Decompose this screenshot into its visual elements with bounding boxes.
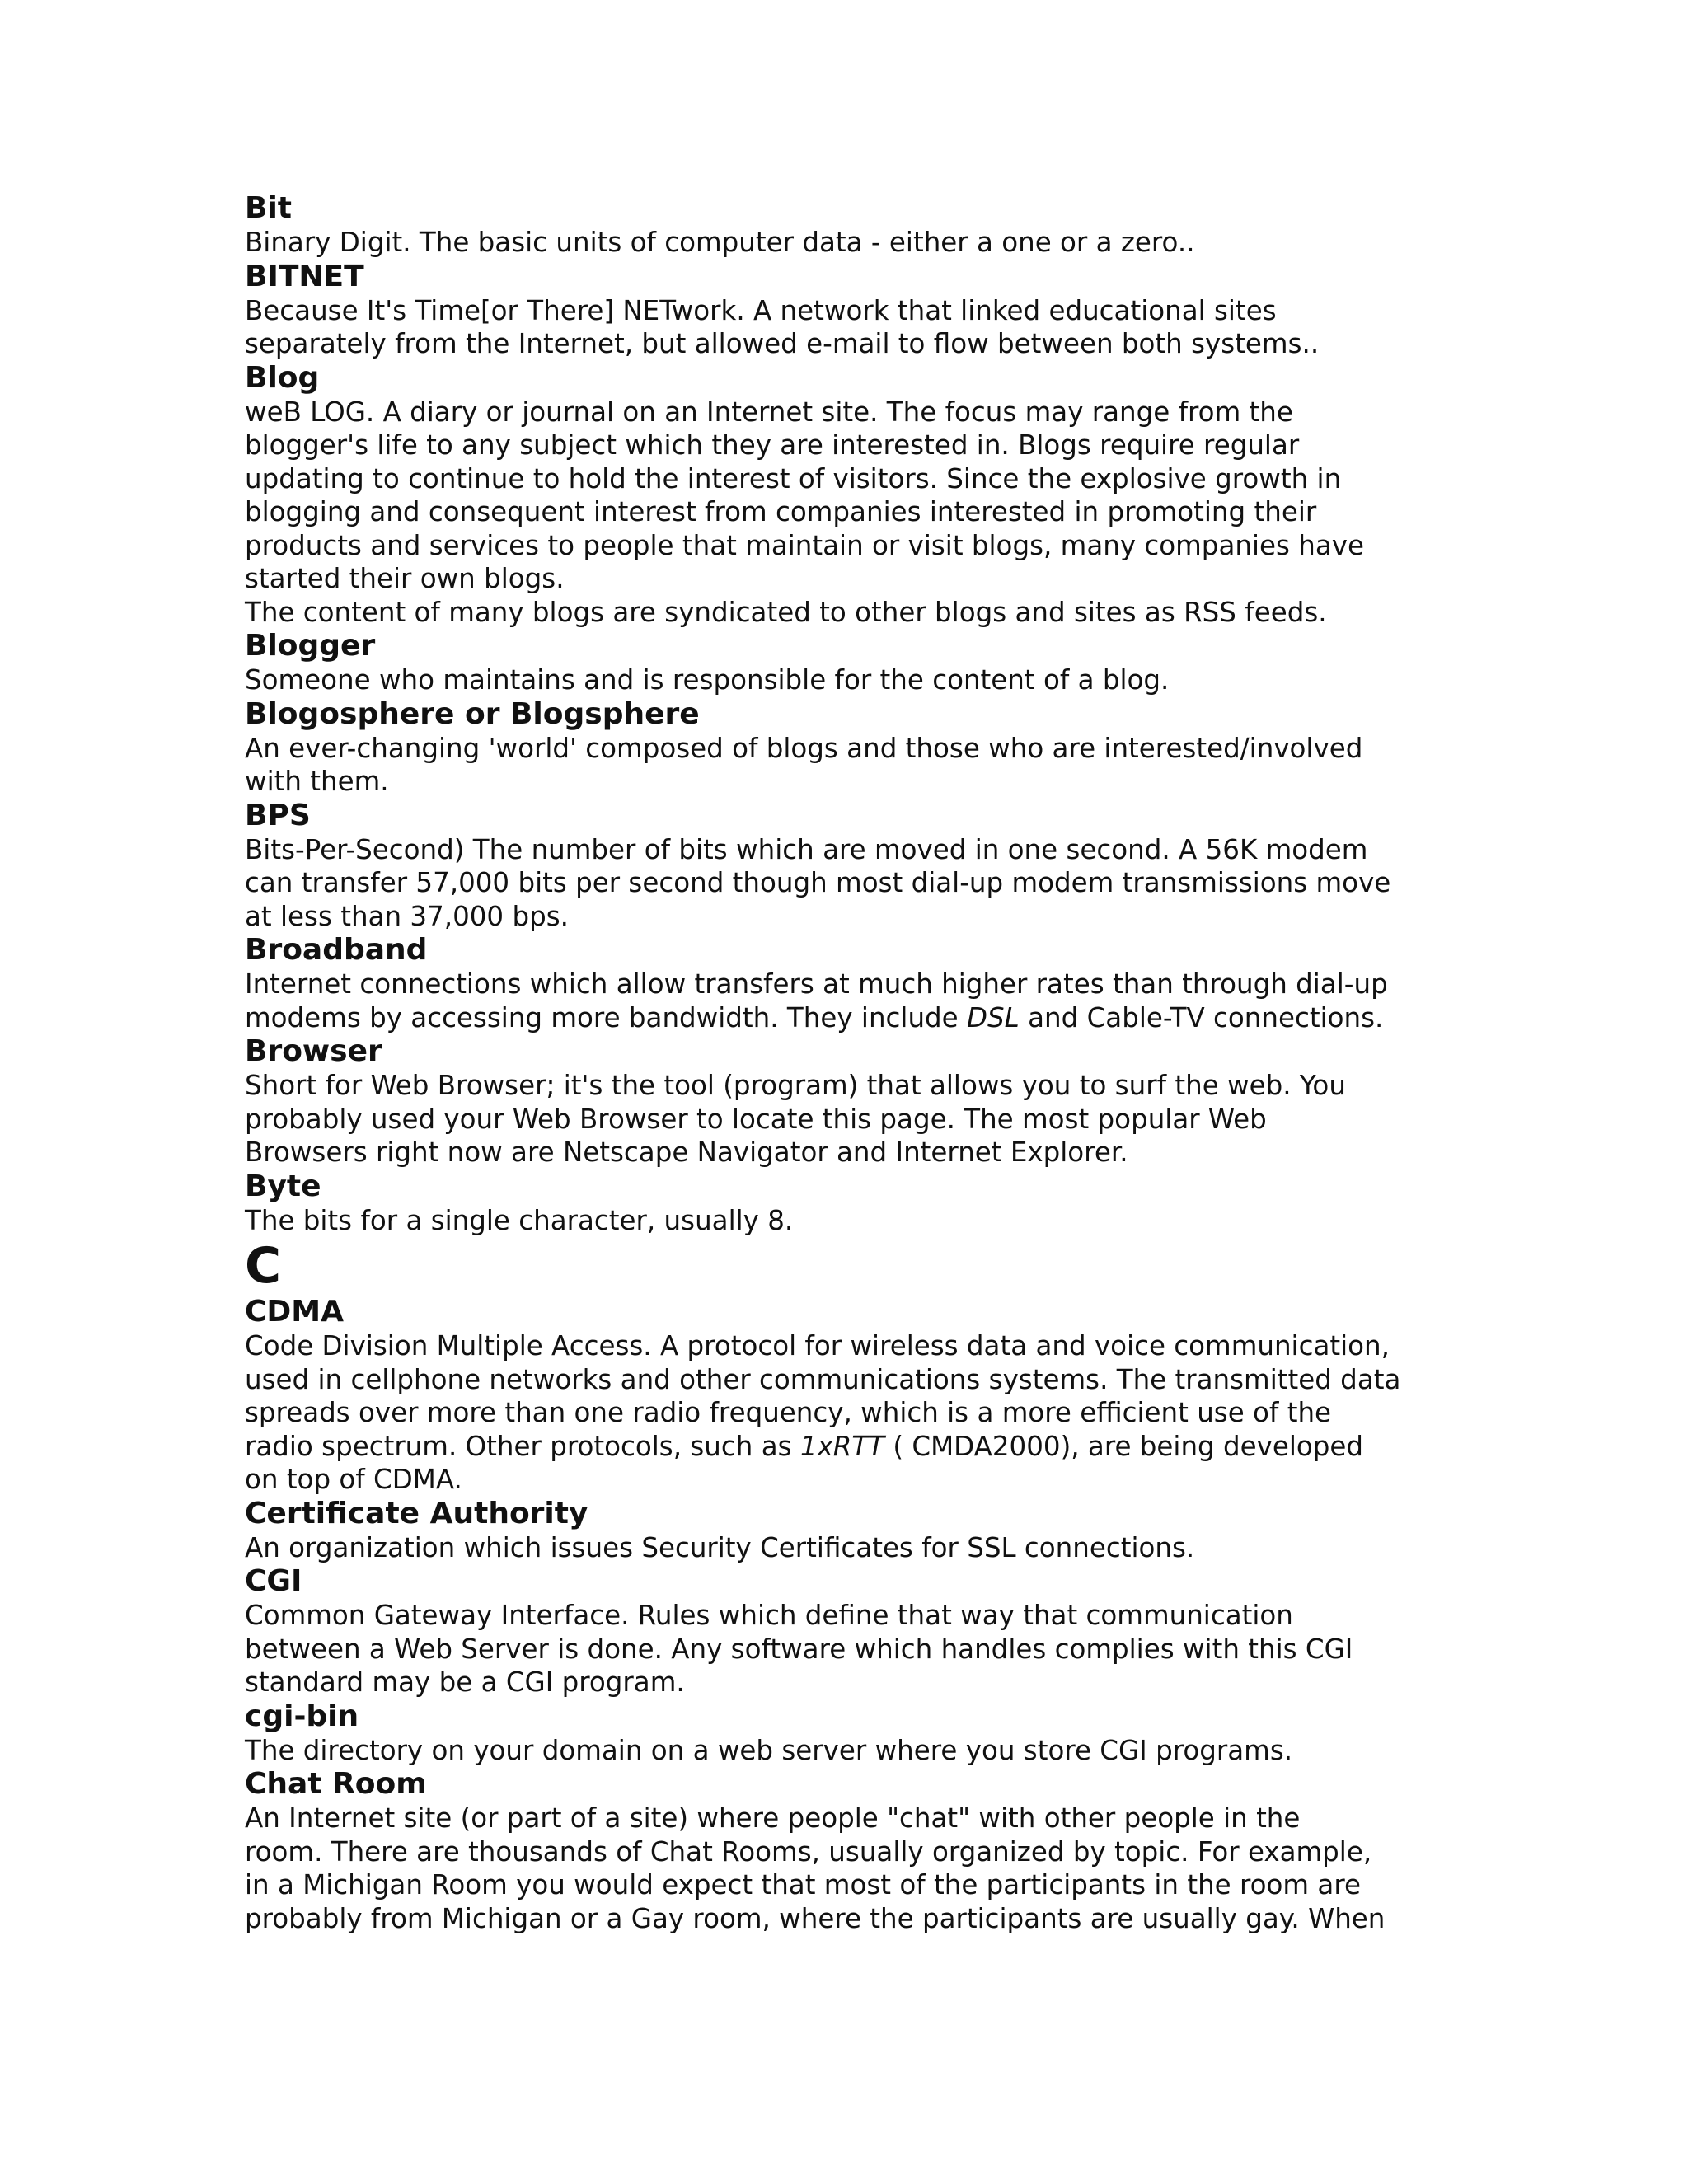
glossary-entry-bitnet bbox=[245, 260, 1465, 361]
definition-text: started their own blogs. bbox=[245, 563, 565, 594]
definition-line bbox=[245, 1633, 1465, 1666]
term-heading: Blog bbox=[245, 360, 320, 395]
definition-text: spreads over more than one radio frequency, which is a more efficient use of the bbox=[245, 1397, 1332, 1428]
definition-line bbox=[245, 327, 1465, 361]
definition-text: at less than 37,000 bps. bbox=[245, 900, 569, 932]
definition-line bbox=[245, 495, 1465, 529]
definition-text: updating to continue to hold the interest of visitors. Since the explosive growth in bbox=[245, 462, 1342, 494]
definition-text: between a Web Server is done. Any software which handles complies with this CGI bbox=[245, 1633, 1353, 1665]
definition-line bbox=[245, 765, 1465, 799]
glossary-entry-byte bbox=[245, 1169, 1465, 1238]
definition-line bbox=[245, 1802, 1465, 1835]
definition-line bbox=[245, 900, 1465, 934]
definition-line bbox=[245, 1103, 1465, 1137]
definition-line bbox=[245, 866, 1465, 900]
definition-text: and Cable-TV connections. bbox=[1019, 1001, 1384, 1033]
term-heading: BPS bbox=[245, 798, 311, 832]
definition-italic-text: DSL bbox=[967, 1001, 1020, 1033]
term-heading: Broadband bbox=[245, 933, 428, 967]
definition-line bbox=[245, 294, 1465, 328]
term-heading: cgi-bin bbox=[245, 1699, 359, 1733]
definition-line bbox=[245, 1531, 1465, 1565]
definition-line bbox=[245, 1734, 1465, 1768]
glossary-entry-cgi-bin bbox=[245, 1699, 1465, 1768]
glossary-entry-certificate-authority bbox=[245, 1497, 1465, 1565]
definition-text: on top of CDMA. bbox=[245, 1464, 462, 1495]
definition-text: Short for Web Browser; it's the tool (program) that allows you to surf the web. You bbox=[245, 1070, 1346, 1101]
definition-text: The bits for a single character, usually 8. bbox=[245, 1204, 794, 1236]
glossary-entry-cgi bbox=[245, 1564, 1465, 1699]
definition-text: Internet connections which allow transfers at much higher rates than through dial-up bbox=[245, 968, 1388, 1000]
term-heading: CDMA bbox=[245, 1295, 344, 1329]
term-heading: Certificate Authority bbox=[245, 1496, 588, 1530]
definition-line bbox=[245, 663, 1465, 697]
definition-line bbox=[245, 732, 1465, 766]
definition-line bbox=[245, 596, 1465, 630]
definition-text: probably used your Web Browser to locate this page. The most popular Web bbox=[245, 1103, 1267, 1135]
definition-text: Browsers right now are Netscape Navigator and Internet Explorer. bbox=[245, 1137, 1128, 1168]
definition-text: modems by accessing more bandwidth. They include bbox=[245, 1001, 968, 1033]
definition-text: room. There are thousands of Chat Rooms, usually organized by topic. For example, bbox=[245, 1835, 1372, 1868]
term-heading: CGI bbox=[245, 1564, 302, 1598]
definition-text: The content of many blogs are syndicated to other blogs and sites as RSS feeds. bbox=[245, 596, 1327, 628]
definition-line bbox=[245, 1204, 1465, 1238]
definition-line bbox=[245, 833, 1465, 867]
definition-text: Because It's Time[or There] NETwork. A network that linked educational sites bbox=[245, 294, 1277, 326]
definition-text: An ever-changing 'world' composed of blogs and those who are interested/involved bbox=[245, 732, 1363, 764]
definition-line bbox=[245, 226, 1465, 260]
definition-text: ( CMDA2000), are being developed bbox=[884, 1430, 1364, 1462]
definition-text: radio spectrum. Other protocols, such as bbox=[245, 1430, 800, 1462]
glossary-entry-bit bbox=[245, 191, 1465, 260]
definition-line bbox=[245, 1599, 1465, 1633]
section-letter-c: C bbox=[245, 1237, 282, 1295]
definition-text: Someone who maintains and is responsible for the content of a blog. bbox=[245, 664, 1170, 696]
definition-line bbox=[245, 1868, 1465, 1902]
glossary-page bbox=[245, 191, 1465, 1935]
term-heading: Blogosphere or Blogsphere bbox=[245, 696, 700, 731]
definition-line bbox=[245, 968, 1465, 1001]
definition-line bbox=[245, 529, 1465, 563]
definition-text: probably from Michigan or a Gay room, where the participants are usually gay. When bbox=[245, 1902, 1386, 1934]
definition-text: An organization which issues Security Certificates for SSL connections. bbox=[245, 1531, 1195, 1563]
definition-line bbox=[245, 1902, 1465, 1936]
glossary-entry-browser bbox=[245, 1034, 1465, 1169]
definition-text: blogging and consequent interest from companies interested in promoting their bbox=[245, 496, 1317, 527]
definition-text: with them. bbox=[245, 766, 389, 797]
glossary-entry-blog bbox=[245, 361, 1465, 630]
definition-text: The directory on your domain on a web server where you store CGI programs. bbox=[245, 1734, 1293, 1766]
definition-line bbox=[245, 1069, 1465, 1103]
term-heading: Byte bbox=[245, 1169, 321, 1203]
definition-text: Code Division Multiple Access. A protocol for wireless data and voice communication, bbox=[245, 1330, 1390, 1361]
glossary-entry-chat-room bbox=[245, 1767, 1465, 1935]
definition-line bbox=[245, 1430, 1465, 1464]
definition-text: An Internet site (or part of a site) where people "chat" with other people in the bbox=[245, 1802, 1301, 1834]
definition-text: standard may be a CGI program. bbox=[245, 1666, 685, 1698]
definition-line bbox=[245, 1363, 1465, 1397]
definition-text: weB LOG. A diary or journal on an Internet site. The focus may range from the bbox=[245, 396, 1293, 428]
glossary-entry-blogger bbox=[245, 629, 1465, 697]
term-heading: Chat Room bbox=[245, 1767, 427, 1801]
definition-line bbox=[245, 1666, 1465, 1699]
glossary-entry-bps bbox=[245, 799, 1465, 934]
definition-line bbox=[245, 1136, 1465, 1169]
term-heading: BITNET bbox=[245, 259, 364, 293]
term-heading: Browser bbox=[245, 1034, 382, 1068]
definition-text: Bits-Per-Second) The number of bits which are moved in one second. A 56K modem bbox=[245, 833, 1368, 865]
definition-line bbox=[245, 1835, 1465, 1869]
definition-line bbox=[245, 1329, 1465, 1363]
definition-line bbox=[245, 462, 1465, 496]
definition-text: Common Gateway Interface. Rules which define that way that communication bbox=[245, 1600, 1293, 1631]
glossary-entry-broadband bbox=[245, 933, 1465, 1034]
definition-line bbox=[245, 429, 1465, 462]
definition-italic-text: 1xRTT bbox=[799, 1430, 885, 1462]
term-heading: Bit bbox=[245, 191, 292, 225]
glossary-entry-cdma bbox=[245, 1295, 1465, 1497]
definition-line bbox=[245, 1396, 1465, 1430]
definition-text: used in cellphone networks and other communications systems. The transmitted data bbox=[245, 1363, 1401, 1395]
definition-line bbox=[245, 396, 1465, 429]
term-heading: Blogger bbox=[245, 629, 376, 663]
definition-text: Binary Digit. The basic units of computer data - either a one or a zero.. bbox=[245, 227, 1195, 258]
definition-text: blogger's life to any subject which they are interested in. Blogs require regular bbox=[245, 429, 1300, 461]
definition-line bbox=[245, 562, 1465, 596]
definition-text: in a Michigan Room you would expect that most of the participants in the room are bbox=[245, 1869, 1361, 1900]
glossary-entry-blogosphere-or-blogsphere bbox=[245, 697, 1465, 799]
definition-text: products and services to people that maintain or visit blogs, many companies have bbox=[245, 529, 1364, 561]
definition-line bbox=[245, 1001, 1465, 1035]
definition-text: can transfer 57,000 bits per second though most dial-up modem transmissions move bbox=[245, 867, 1391, 898]
definition-text: separately from the Internet, but allowed e-mail to flow between both systems.. bbox=[245, 328, 1320, 359]
definition-line bbox=[245, 1463, 1465, 1497]
